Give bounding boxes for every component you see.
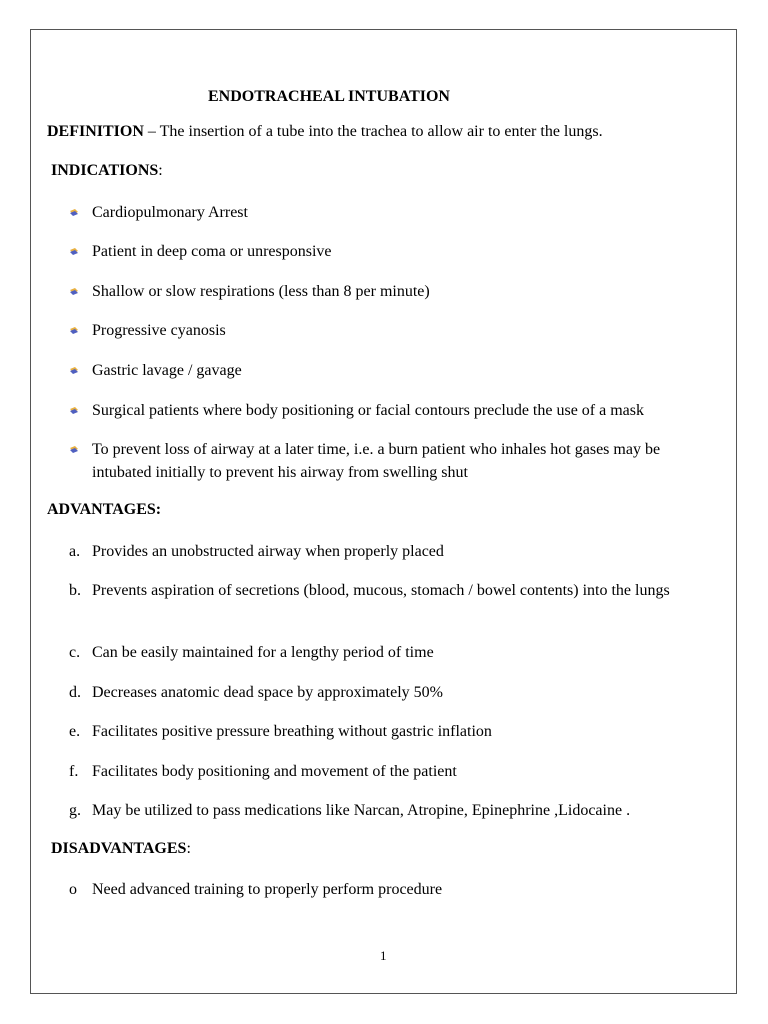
advantage-marker: e.	[69, 723, 81, 740]
indication-item: Cardiopulmonary Arrest	[92, 204, 248, 221]
definition-text: The insertion of a tube into the trachea to allow air to enter the lungs.	[159, 123, 603, 140]
disadvantages-heading-colon: :	[186, 840, 191, 857]
advantage-marker: f.	[69, 763, 79, 780]
advantage-item: Can be easily maintained for a lengthy period of time	[92, 644, 434, 661]
advantage-item: Facilitates body positioning and movement of the patient	[92, 763, 457, 780]
book-bullet-icon	[69, 325, 79, 335]
indication-item: To prevent loss of airway at a later time, i.e. a burn patient who inhales hot gases may be intubated initially to prevent his airway from swelling shut	[92, 441, 661, 481]
book-bullet-icon	[69, 444, 79, 454]
indication-item: Surgical patients where body positioning or facial contours preclude the use of a mask	[92, 402, 644, 419]
advantage-marker: b.	[69, 582, 81, 599]
advantage-item: Facilitates positive pressure breathing without gastric inflation	[92, 723, 492, 740]
indications-heading-colon: :	[158, 162, 163, 179]
advantage-item: May be utilized to pass medications like Narcan, Atropine, Epinephrine ,Lidocaine .	[92, 802, 631, 819]
indications-heading-text: INDICATIONS	[51, 162, 159, 179]
book-bullet-icon	[69, 405, 79, 415]
disadvantage-item: Need advanced training to properly perform procedure	[92, 881, 443, 898]
advantage-marker: d.	[69, 684, 81, 701]
advantages-heading: ADVANTAGES:	[47, 501, 162, 518]
advantage-marker: c.	[69, 644, 81, 661]
definition-term: DEFINITION	[47, 123, 144, 140]
advantage-item: Decreases anatomic dead space by approximately 50%	[92, 684, 443, 701]
disadvantage-marker: o	[69, 881, 77, 898]
document-title: ENDOTRACHEAL INTUBATION	[208, 88, 450, 105]
advantage-item: Provides an unobstructed airway when properly placed	[92, 543, 444, 560]
definition-dash: –	[143, 123, 160, 140]
book-bullet-icon	[69, 365, 79, 375]
book-bullet-icon	[69, 246, 79, 256]
page-number: 1	[380, 948, 387, 963]
indication-item: Patient in deep coma or unresponsive	[92, 243, 332, 260]
indications-heading	[51, 162, 163, 180]
indication-item: Gastric lavage / gavage	[92, 362, 242, 379]
advantage-item: Prevents aspiration of secretions (blood, mucous, stomach / bowel contents) into the lungs	[92, 582, 670, 599]
disadvantages-heading	[51, 840, 191, 858]
disadvantages-heading-text: DISADVANTAGES	[51, 840, 187, 857]
advantage-marker: a.	[69, 543, 81, 560]
advantage-marker: g.	[69, 802, 81, 819]
book-bullet-icon	[69, 207, 79, 217]
indication-item: Shallow or slow respirations (less than 8 per minute)	[92, 283, 430, 300]
indication-item: Progressive cyanosis	[92, 322, 226, 339]
book-bullet-icon	[69, 286, 79, 296]
definition-line	[47, 123, 603, 141]
